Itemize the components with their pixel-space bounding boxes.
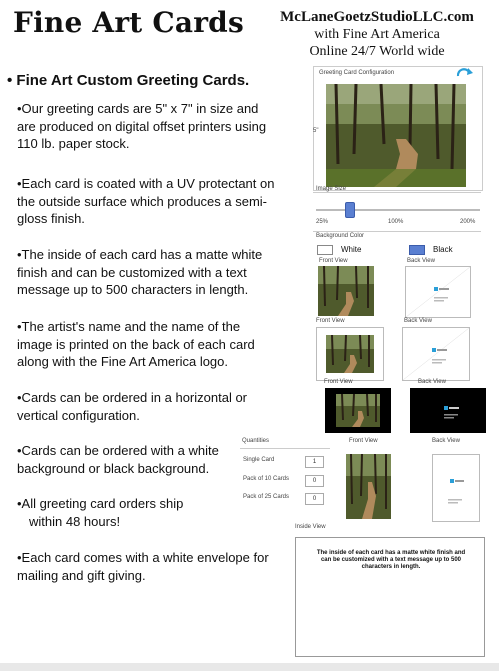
back-view-label: Back View	[404, 318, 432, 324]
front-view-label: Front View	[316, 318, 345, 324]
front-view-label: Front View	[319, 258, 348, 264]
studio-info	[262, 9, 492, 60]
config-panel-title: Greeting Card Configuration	[319, 70, 395, 76]
quantities-label: Quantities	[242, 438, 270, 444]
single-card-label: Single Card	[243, 457, 275, 463]
bullet-size: •Our greeting cards are 5" x 7" in size and are produced on digital offset printers using 110 lb. paper stock.	[17, 101, 267, 151]
pack-25-label: Pack of 25 Cards	[243, 494, 290, 500]
white-background-swatch[interactable]	[317, 245, 333, 255]
white-background-label[interactable]: White	[341, 245, 362, 254]
bullet-shipping: •All greeting card orders ship	[17, 496, 184, 511]
image-size-label: Image Size	[316, 186, 347, 192]
front-view-label: Front View	[324, 379, 353, 385]
slider-mid-label: 100%	[388, 219, 404, 225]
image-size-slider-track[interactable]	[316, 209, 480, 211]
inside-message-box[interactable]	[295, 537, 485, 657]
front-view-black	[325, 388, 391, 433]
bullet-artist-name: •The artist's name and the name of the image is printed on the back of each card along with the Fine Art America logo.	[17, 319, 255, 369]
studio-website: McLaneGoetzStudioLLC.com	[280, 9, 474, 25]
page-title: Fine Art Cards	[13, 6, 244, 39]
divider	[240, 448, 330, 449]
bullet-shipping-time: within 48 hours!	[29, 514, 121, 529]
back-view-portrait	[432, 454, 480, 522]
bullet-background: •Cards can be ordered with a white background or black background.	[17, 443, 219, 476]
studio-availability: Online 24/7 World wide	[309, 44, 445, 59]
back-view-black	[410, 388, 486, 433]
black-background-label[interactable]: Black	[433, 245, 453, 254]
back-view-label: Back View	[432, 438, 460, 444]
studio-partner: with Fine Art America	[314, 27, 440, 42]
card-size-mark: 5"	[313, 128, 319, 134]
inside-message-text: The inside of each card has a matte white finish and can be customized with a text message up to 500 characters in length.	[316, 550, 466, 570]
back-view-vertical-white	[402, 327, 470, 381]
front-view-label: Front View	[349, 438, 378, 444]
front-view-horizontal-white	[318, 266, 374, 316]
single-card-qty-input[interactable]: 1	[305, 456, 324, 468]
background-color-label: Background Color	[316, 233, 365, 239]
card-preview-image	[326, 84, 466, 187]
back-view-label: Back View	[407, 258, 435, 264]
section-heading: • Fine Art Custom Greeting Cards.	[7, 72, 250, 89]
slider-max-label: 200%	[460, 219, 476, 225]
black-background-swatch[interactable]	[409, 245, 425, 255]
back-view-horizontal-white	[405, 266, 471, 318]
bullet-envelope: •Each card comes with a white envelope for mailing and gift giving.	[17, 550, 269, 583]
divider	[313, 231, 481, 232]
bullet-configuration: •Cards can be ordered in a horizontal or vertical configuration.	[17, 390, 248, 423]
rotate-icon[interactable]	[454, 67, 476, 83]
pack-10-label: Pack of 10 Cards	[243, 476, 290, 482]
front-view-vertical-white	[316, 327, 384, 381]
pack-10-qty-input[interactable]: 0	[305, 475, 324, 487]
inside-view-label: Inside View	[295, 524, 326, 530]
pack-25-qty-input[interactable]: 0	[305, 493, 324, 505]
bullet-inside: •The inside of each card has a matte white finish and can be customized with a text message up to 500 characters in length.	[17, 247, 263, 297]
card-config-panel	[313, 66, 483, 191]
front-view-portrait	[346, 454, 391, 519]
back-view-label: Back View	[418, 379, 446, 385]
bullet-coating: •Each card is coated with a UV protectant on the outside surface which produces a semi-gloss finish.	[17, 176, 275, 226]
image-size-slider-handle[interactable]	[345, 202, 355, 218]
divider	[313, 192, 481, 193]
slider-min-label: 25%	[316, 219, 329, 225]
